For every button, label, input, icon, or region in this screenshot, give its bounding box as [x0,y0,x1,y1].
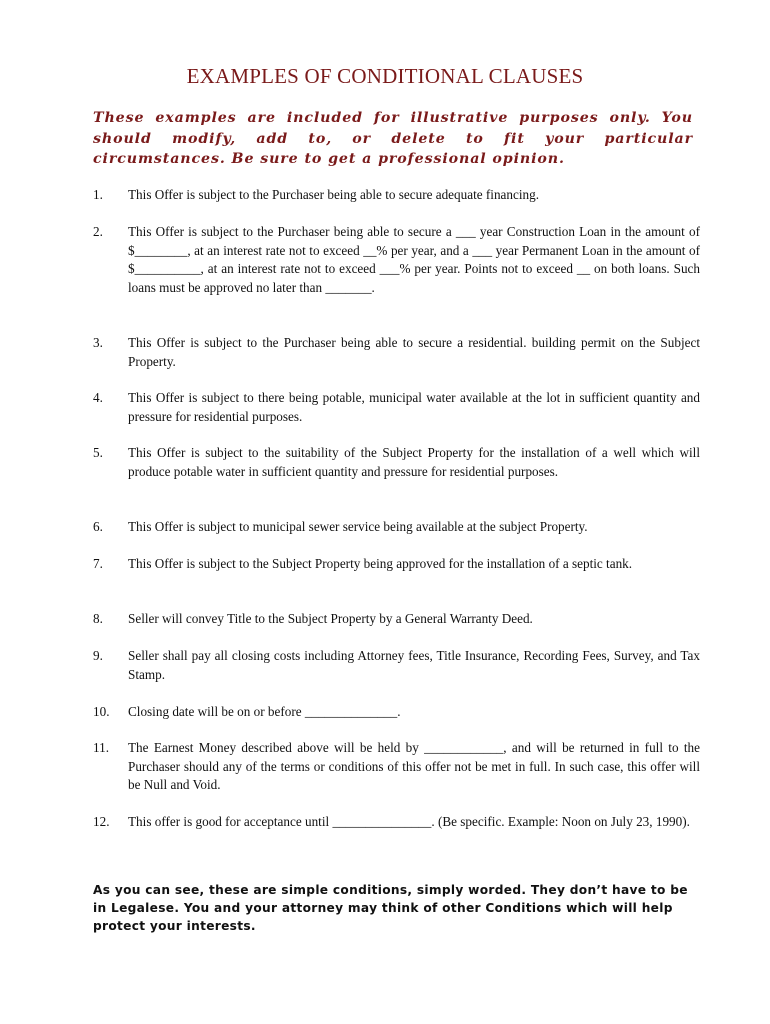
clause-text: This Offer is subject to the suitability of the Subject Property for the installation of a well which will produce potable water in sufficient quantity and pressure for residential purposes. [128,445,700,479]
page-title: EXAMPLES OF CONDITIONAL CLAUSES [186,64,584,88]
clause-text: Closing date will be on or before ______________. [128,704,401,719]
clause-number: 3. [93,335,103,350]
clause-number: 12. [93,814,110,829]
clause-number: 7. [93,556,103,571]
closing-note: As you can see, these are simple conditions, simply worded. They don’t have to be in Legalese. You and your attorney may think of other Conditions which will help protect your interests. [93,883,688,933]
clause-text: The Earnest Money described above will be held by ____________, and will be returned in full to the Purchaser should any of the terms or conditions of this offer not be met in full. In such case, this offer will be Null and Void. [128,740,700,792]
clause-text: This Offer is subject to there being potable, municipal water available at the lot in sufficient quantity and pressure for residential purposes. [128,390,700,424]
clause-text: Seller shall pay all closing costs including Attorney fees, Title Insurance, Recording Fees, Survey, and Tax Stamp. [128,648,700,682]
clause-text: This Offer is subject to the Purchaser being able to secure a residential. building permit on the Subject Property. [128,335,700,369]
clause-number: 2. [93,224,103,239]
clause-text: This Offer is subject to the Subject Property being approved for the installation of a septic tank. [128,556,633,571]
intro-disclaimer: These examples are included for illustrative purposes only. You should modify, add to, or delete to fit your particular circumstances. Be sure to get a professional opinion. [93,110,693,167]
clause-number: 6. [93,519,103,534]
clause-text: This offer is good for acceptance until _______________. (Be specific. Example: Noon on July 23, 1990). [128,814,690,829]
clause-text: This Offer is subject to municipal sewer service being available at the subject Property. [128,519,588,534]
clause-text: Seller will convey Title to the Subject Property by a General Warranty Deed. [128,611,533,626]
clause-number: 5. [93,445,103,460]
clause-number: 9. [93,648,103,663]
clause-number: 1. [93,187,103,202]
clause-text: This Offer is subject to the Purchaser being able to secure adequate financing. [128,187,539,202]
clause-number: 4. [93,390,103,405]
clause-number: 8. [93,611,103,626]
clause-number: 10. [93,704,110,719]
clause-number: 11. [93,740,109,755]
clause-text: This Offer is subject to the Purchaser being able to secure a ___ year Construction Loan in the amount of $________, at an interest rate not to exceed __% per year, and a ___ year Permanent Loan in the amount of $__________, at an interest rate not to exceed ___% per year. Points not to exceed __ on both loans. Such loans must be approved no later than _______. [128,224,700,295]
